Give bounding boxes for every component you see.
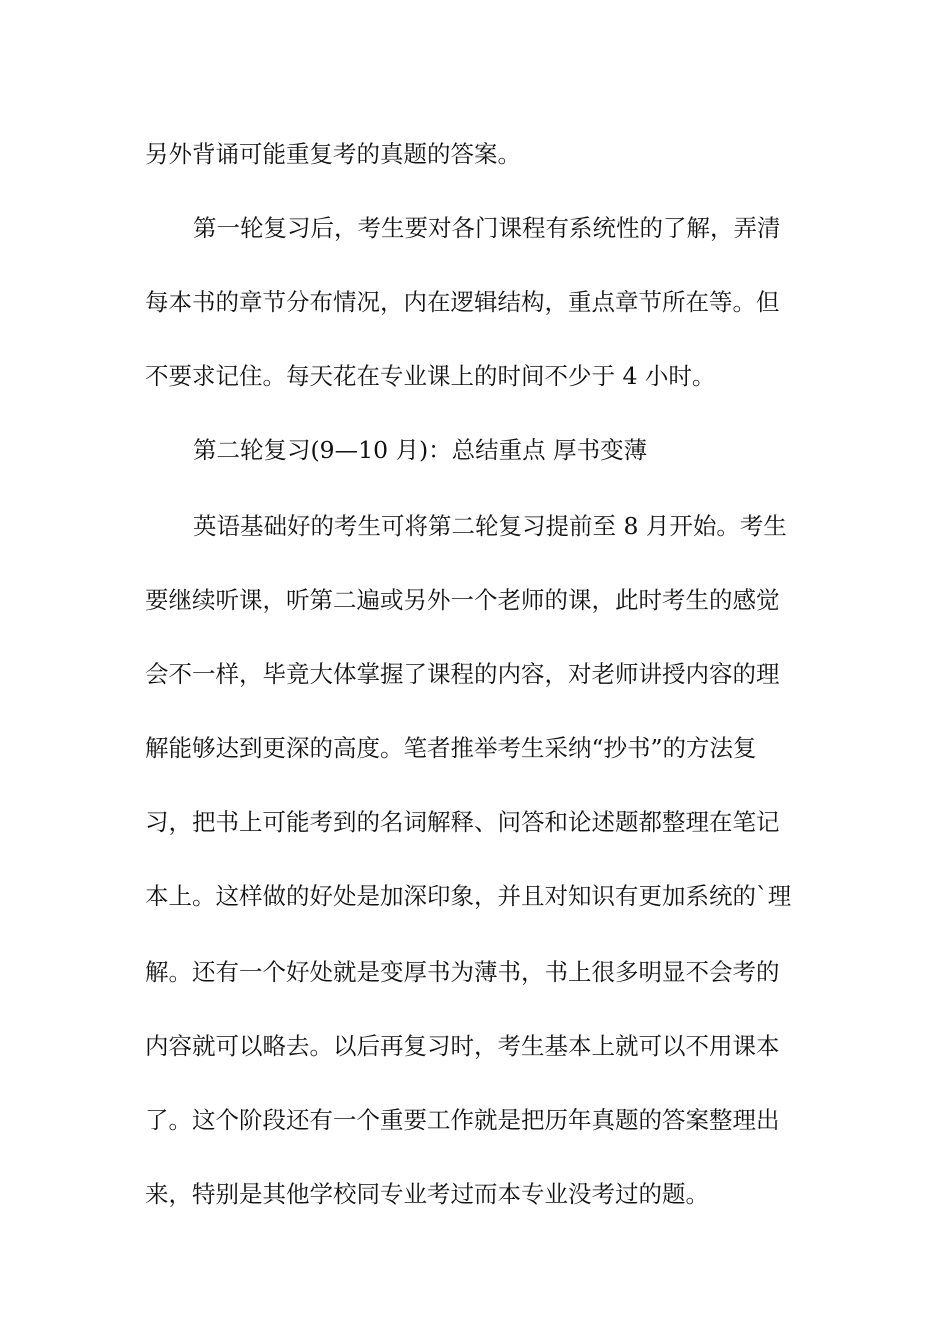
paragraph-start-line: 英语基础好的考生可将第二轮复习提前至 8 月开始。考生 <box>193 512 787 540</box>
text-line: 来，特别是其他学校同专业考过而本专业没考过的题。 <box>145 1180 709 1208</box>
text-line: 了。这个阶段还有一个重要工作就是把历年真题的答案整理出 <box>145 1106 780 1134</box>
text-line: 每本书的章节分布情况，内在逻辑结构，重点章节所在等。但 <box>145 288 780 316</box>
text-line: 内容就可以略去。以后再复习时，考生基本上就可以不用课本 <box>145 1032 780 1060</box>
text-line: 另外背诵可能重复考的真题的答案。 <box>145 140 521 168</box>
text-line: 本上。这样做的好处是加深印象，并且对知识有更加系统的`理 <box>145 882 792 910</box>
text-line: 习，把书上可能考到的名词解释、问答和论述题都整理在笔记 <box>145 808 780 836</box>
text-line: 不要求记住。每天花在专业课上的时间不少于 4 小时。 <box>145 362 716 390</box>
section-heading: 第二轮复习(9—10 月)：总结重点 厚书变薄 <box>193 436 648 464</box>
text-line: 解能够达到更深的高度。笔者推举考生采纳“抄书”的方法复 <box>145 734 757 762</box>
text-line: 要继续听课，听第二遍或另外一个老师的课，此时考生的感觉 <box>145 586 780 614</box>
text-line: 解。还有一个好处就是变厚书为薄书，书上很多明显不会考的 <box>145 958 780 986</box>
paragraph-start-line: 第一轮复习后，考生要对各门课程有系统性的了解，弄清 <box>193 214 781 242</box>
text-line: 会不一样，毕竟大体掌握了课程的内容，对老师讲授内容的理 <box>145 660 780 688</box>
